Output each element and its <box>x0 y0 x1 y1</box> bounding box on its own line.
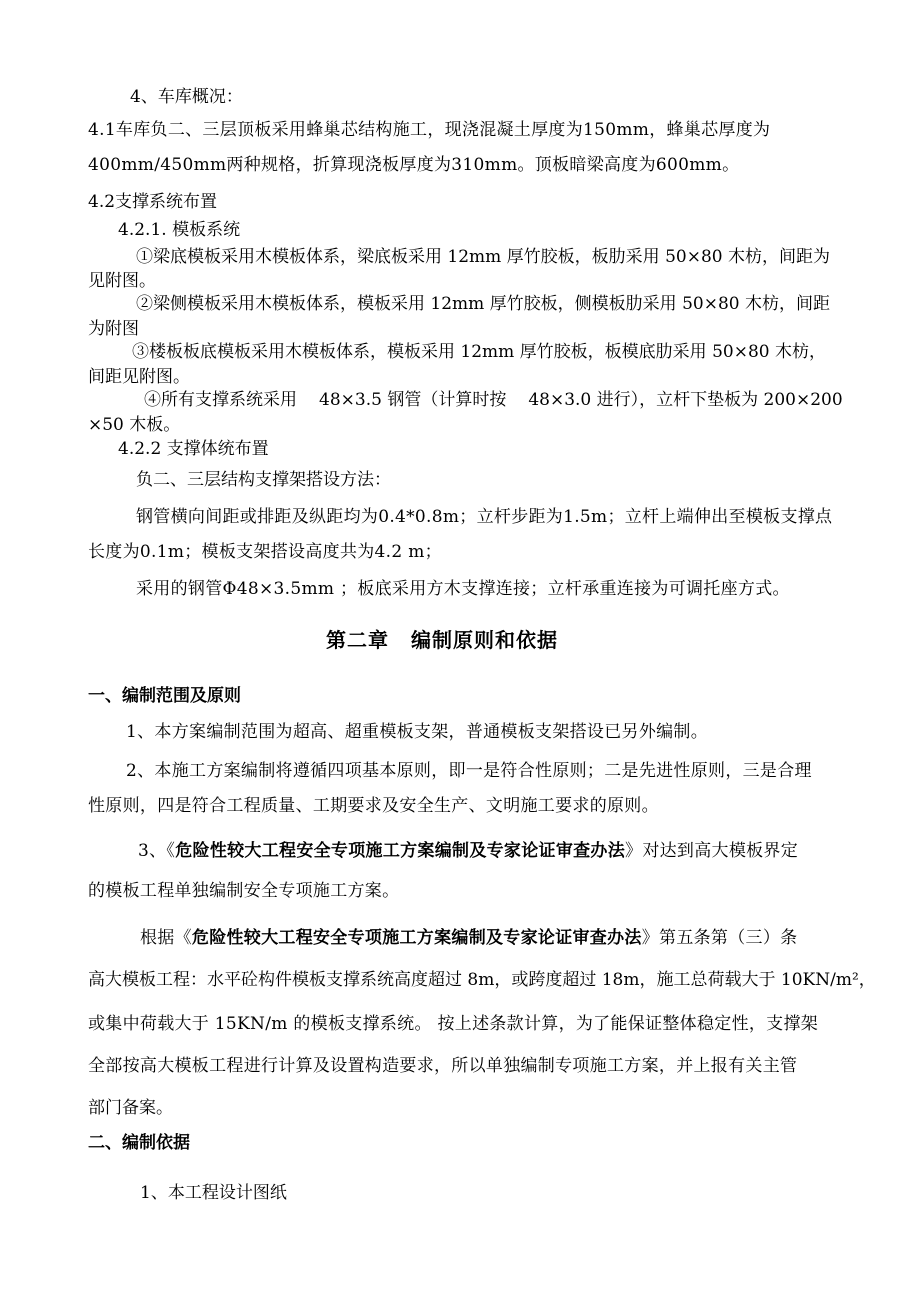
para-regulation-line-2: 的模板工程单独编制安全专项施工方案。 <box>88 881 400 901</box>
section-4-2-2-intro: 负二、三层结构支撑架搭设方法： <box>136 470 391 490</box>
chapter-2-number: 第二章 <box>326 628 389 652</box>
para-4-1-line-2: 400mm/450mm两种规格，折算现浇板厚度为310mm。顶板暗梁高度为600mm。 <box>88 155 740 175</box>
heading-scope-principles: 一、编制范围及原则 <box>88 686 241 706</box>
para-4-1-line-1: 4.1车库负二、三层顶板采用蜂巢芯结构施工，现浇混凝土厚度为150mm，蜂巢芯厚度为 <box>88 120 771 140</box>
chapter-2-name: 编制原则和依据 <box>411 628 558 652</box>
item-4-part-a: ④所有支撑系统采用 <box>144 390 297 410</box>
heading-basis: 二、编制依据 <box>88 1133 190 1153</box>
item-4-line-1 <box>144 389 843 411</box>
para-basis-line-1: 根据《危险性较大工程安全专项施工方案编制及专家论证审查办法》第五条第（三）条 <box>140 928 798 948</box>
basis-item-1: 1、本工程设计图纸 <box>140 1183 287 1203</box>
steel-pipe-line: 采用的钢管Φ48×3.5mm ；板底采用方木支撑连接；立杆承重连接为可调托座方式。 <box>136 579 790 599</box>
item-3-line-1: ③楼板板底模板采用木模板体系，模板采用 12mm 厚竹胶板，板模底肋采用 50×80 木枋， <box>132 342 826 362</box>
para-basis-line-5: 部门备案。 <box>88 1098 173 1118</box>
section-4-2-2-title: 4.2.2 支撑体统布置 <box>118 439 269 459</box>
para-scope: 1、本方案编制范围为超高、超重模板支架，普通模板支架搭设已另外编制。 <box>126 722 709 742</box>
spacing-line-2: 长度为0.1m；模板支架搭设高度共为4.2 m； <box>88 542 442 562</box>
item-4-line-2: ×50 木板。 <box>88 415 181 435</box>
item-3-line-2: 间距见附图。 <box>88 367 190 387</box>
para-basis-line-2: 高大模板工程：水平砼构件模板支撑系统高度超过 8m，或跨度超过 18m，施工总荷载大于 10KN/m²， <box>88 970 876 990</box>
section-4-title: 4、车库概况： <box>130 87 243 107</box>
chapter-2-title <box>326 629 558 651</box>
item-4-part-b: 48×3.5 钢管（计算时按 <box>319 390 507 410</box>
para-basis-line-3: 或集中荷载大于 15KN/m 的模板支撑系统。 按上述条款计算，为了能保证整体稳定性，支撑架 <box>88 1014 819 1034</box>
para-principles-line-1: 2、本施工方案编制将遵循四项基本原则，即一是符合性原则；二是先进性原则，三是合理 <box>126 761 812 781</box>
para-regulation-line-1: 3、《危险性较大工程安全专项施工方案编制及专家论证审查办法》对达到高大模板界定 <box>138 841 799 861</box>
section-4-2-1-title: 4.2.1. 模板系统 <box>118 220 241 240</box>
section-4-2-title: 4.2支撑系统布置 <box>88 192 218 212</box>
regulation-title-2: 危险性较大工程安全专项施工方案编制及专家论证审查办法 <box>191 928 642 948</box>
regulation-title: 危险性较大工程安全专项施工方案编制及专家论证审查办法 <box>175 841 626 861</box>
item-2-line-2: 为附图 <box>88 319 139 339</box>
spacing-line-1: 钢管横向间距或排距及纵距均为0.4*0.8m；立杆步距为1.5m；立杆上端伸出至模板支撑点 <box>136 507 833 527</box>
item-4-part-c: 48×3.0 进行），立杆下垫板为 200×200 <box>528 390 843 410</box>
para-principles-line-2: 性原则，四是符合工程质量、工期要求及安全生产、文明施工要求的原则。 <box>88 796 659 816</box>
item-2-line-1: ②梁侧模板采用木模板体系，模板采用 12mm 厚竹胶板，侧模板肋采用 50×80 木枋，间距 <box>136 294 830 314</box>
item-1-line-1: ①梁底模板采用木模板体系，梁底板采用 12mm 厚竹胶板，板肋采用 50×80 木枋，间距为 <box>136 247 830 267</box>
para-basis-line-4: 全部按高大模板工程进行计算及设置构造要求，所以单独编制专项施工方案，并上报有关主管 <box>88 1056 798 1076</box>
item-1-line-2: 见附图。 <box>88 271 156 291</box>
